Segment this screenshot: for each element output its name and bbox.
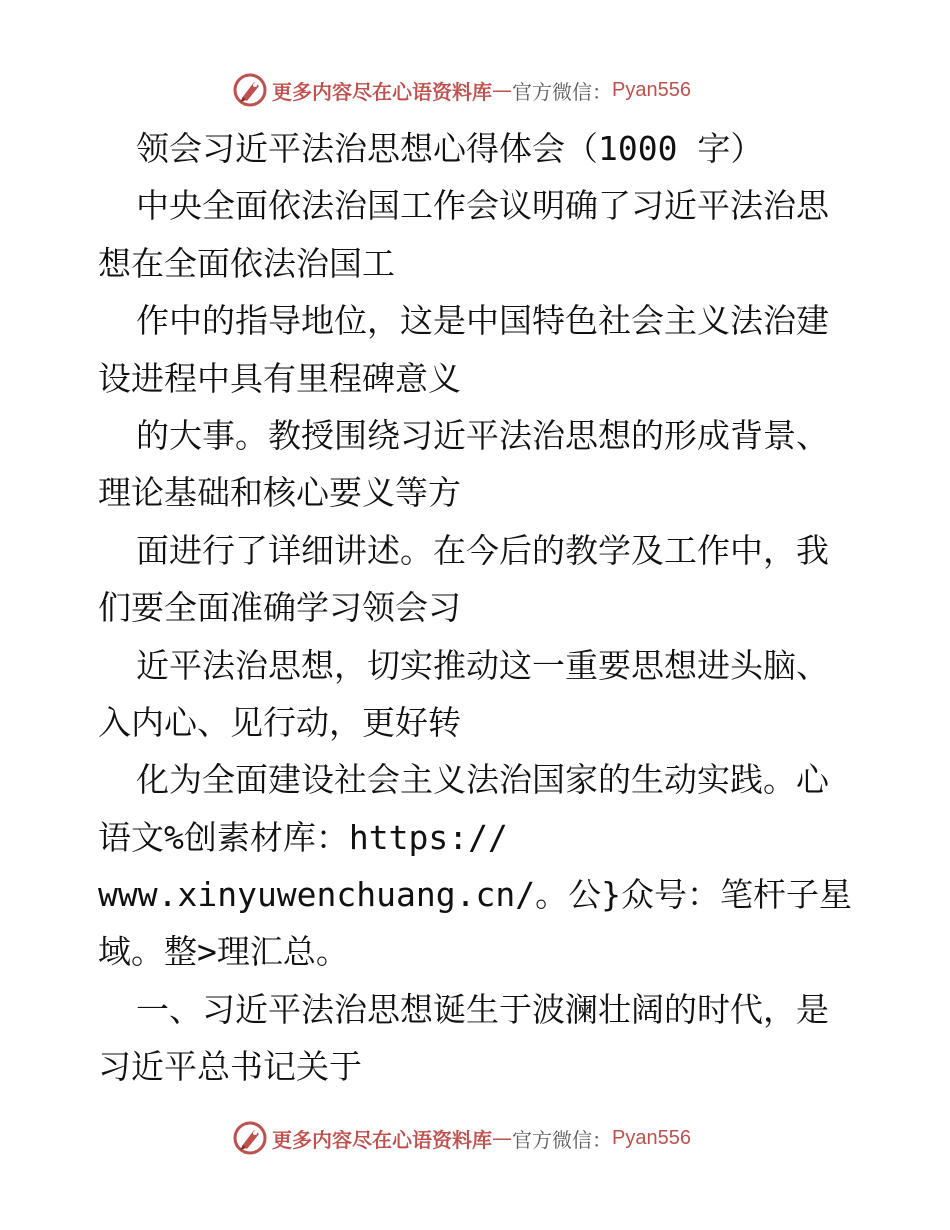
- body-line: 入内心、见行动，更好转: [98, 702, 461, 742]
- header-watermark: [232, 70, 712, 110]
- body-line: 作中的指导地位，这是中国特色社会主义法治建: [136, 301, 829, 341]
- body-line: 近平法治思想，切实推动这一重要思想进头脑、: [136, 645, 829, 685]
- body-line: 习近平总书记关于: [98, 1047, 362, 1087]
- document-title: 领会习近平法治思想心得体会（1000 字）: [136, 129, 764, 168]
- body-line: 的大事。教授围绕习近平法治思想的形成背景、: [136, 415, 829, 455]
- watermark-brand-text: 更多内容尽在心语资料库: [272, 79, 492, 104]
- body-line: 域。整>理汇总。: [98, 932, 349, 972]
- pen-nib-circle-icon: [232, 72, 268, 108]
- body-line: www.xinyuwenchuang.cn/。公}众号：笔杆子星: [98, 875, 852, 915]
- pen-nib-circle-icon: [232, 1120, 268, 1156]
- body-line: 设进程中具有里程碑意义: [98, 358, 461, 398]
- body-line: 想在全面依法治国工: [98, 243, 395, 283]
- watermark-dash: —: [492, 78, 512, 102]
- body-line: 理论基础和核心要义等方: [98, 473, 461, 513]
- body-line: 化为全面建设社会主义法治国家的生动实践。心: [136, 760, 829, 800]
- watermark-id: Pyan556: [612, 78, 691, 101]
- body-line: 语文%创素材库：https://: [98, 817, 508, 857]
- watermark-id: Pyan556: [612, 1126, 691, 1149]
- watermark-label: 官方微信：: [512, 1127, 612, 1152]
- body-line: 中央全面依法治国工作会议明确了习近平法治思: [136, 186, 829, 226]
- watermark-dash: —: [492, 1126, 512, 1150]
- watermark-label: 官方微信：: [512, 79, 612, 104]
- body-line: 们要全面准确学习领会习: [98, 588, 461, 628]
- body-line: 一、习近平法治思想诞生于波澜壮阔的时代，是: [136, 989, 829, 1029]
- document-body: [98, 120, 858, 1096]
- body-line: 面进行了详细讲述。在今后的教学及工作中，我: [136, 530, 829, 570]
- footer-watermark: [232, 1118, 712, 1158]
- watermark-brand-text: 更多内容尽在心语资料库: [272, 1127, 492, 1152]
